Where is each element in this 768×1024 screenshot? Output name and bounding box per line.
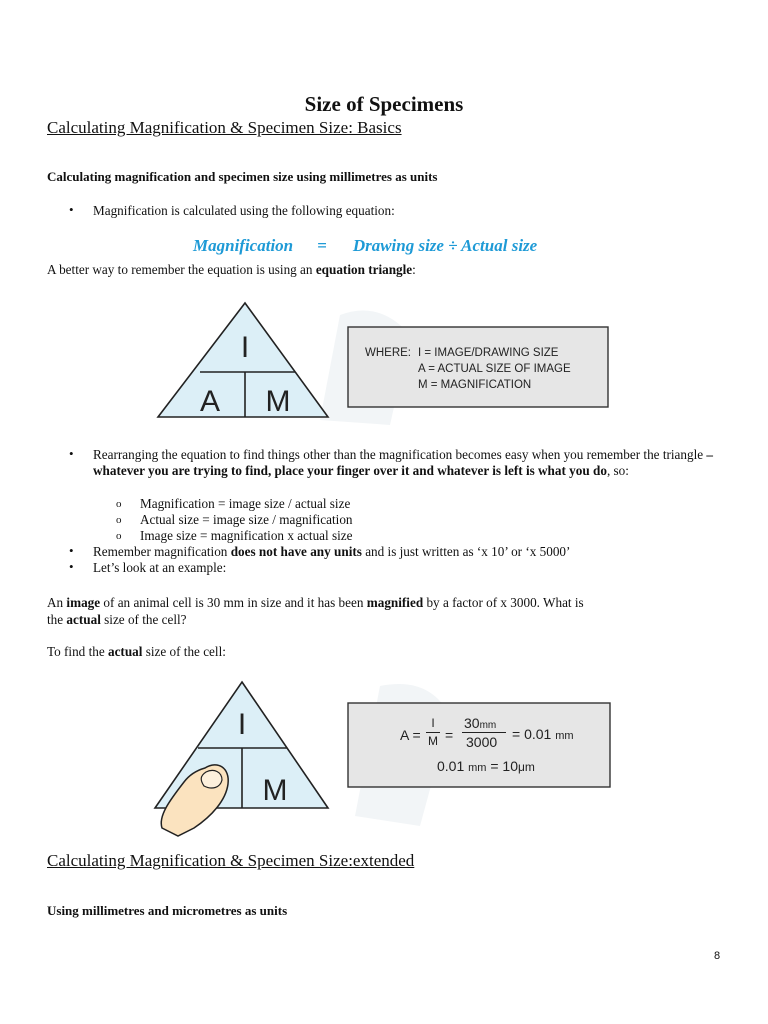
- text-run: , so:: [606, 463, 629, 478]
- fraction-bar: [426, 732, 440, 733]
- bold-run: actual: [107, 644, 143, 659]
- result-unit: mm: [555, 730, 574, 742]
- text-run: An: [47, 595, 67, 610]
- triangle-letter-m: M: [262, 774, 288, 807]
- bullet-equation-intro: [69, 202, 395, 219]
- sub-item-text: Magnification = image size / actual size: [140, 496, 351, 511]
- page-title: Size of Specimens: [304, 92, 464, 116]
- fraction-denominator-m: M: [428, 734, 438, 748]
- text-run: Rearranging the equation to find things other than the magnification becomes easy when you remember the triangle: [93, 447, 707, 462]
- legend-line-actual: A = ACTUAL SIZE OF IMAGE: [418, 363, 571, 375]
- equation-left: Magnification: [193, 236, 294, 255]
- text-run: :: [412, 262, 416, 277]
- page-number: 8: [714, 950, 721, 962]
- result-number: = 0.01: [512, 726, 552, 742]
- text-run: size of the cell?: [100, 612, 187, 627]
- section-heading-basics: Calculating Magnification & Specimen Size: Basics: [47, 118, 402, 137]
- finger-icon: [161, 765, 228, 836]
- bullet-text: Let’s look at an example:: [93, 560, 227, 575]
- find-actual-paragraph: [47, 643, 226, 660]
- triangle-letter-i: I: [237, 708, 247, 741]
- text-run: of an animal cell is 30 mm in size and it has been: [100, 595, 367, 610]
- numerator-value: 30: [464, 715, 480, 731]
- triangle-letter-a: A: [199, 385, 221, 418]
- legend-box-text: [365, 345, 571, 393]
- text-run: by a factor of x 3000. What is: [423, 595, 584, 610]
- text-run: To find the: [47, 644, 108, 659]
- worked-example-diagram: [150, 676, 620, 841]
- bold-run: image: [66, 595, 101, 610]
- bold-run: equation triangle: [315, 262, 413, 277]
- conversion-result: = 10: [490, 758, 518, 774]
- bullet-dot: •: [69, 446, 74, 461]
- triangle-intro: [47, 261, 416, 278]
- fraction-denominator-3000: 3000: [466, 734, 498, 750]
- triangle-letter-i: I: [240, 331, 250, 364]
- text-run: the: [47, 612, 67, 627]
- bullet-units: [69, 543, 571, 560]
- text-run: Remember magnification: [93, 544, 231, 559]
- sub-bullet: o: [116, 514, 122, 526]
- numerator-unit: mm: [479, 720, 497, 731]
- legend-line-image: I = IMAGE/DRAWING SIZE: [418, 347, 559, 359]
- magnification-equation: [193, 236, 537, 256]
- bullet-dot: •: [69, 202, 74, 217]
- example-paragraph: [47, 594, 717, 628]
- bullet-rearranging: [69, 446, 718, 479]
- result-value: [512, 726, 574, 742]
- conversion-result-unit: μm: [518, 760, 535, 774]
- sub-bullet: o: [116, 530, 122, 542]
- subheading-millimetres: Calculating magnification and specimen size using millimetres as units: [47, 169, 438, 184]
- sub-item-magnification: [116, 496, 351, 512]
- text-run: A better way to remember the equation is using an: [47, 262, 316, 277]
- equation-equals: =: [317, 236, 327, 255]
- fraction-numerator-30mm: [464, 715, 496, 731]
- section-heading-extended: Calculating Magnification & Specimen Size:extended: [47, 851, 415, 870]
- bullet-dot: •: [69, 559, 74, 574]
- conversion-line: [437, 758, 535, 774]
- text-run: size of the cell:: [142, 644, 226, 659]
- bold-run: does not have any units: [230, 544, 362, 559]
- sub-item-text: Actual size = image size / magnification: [140, 512, 353, 527]
- conversion-value: 0.01: [437, 758, 465, 774]
- fraction-numerator-i: I: [431, 716, 435, 730]
- equals-sign: =: [445, 727, 454, 743]
- sub-item-image-size: [116, 528, 353, 544]
- bold-run: – whatever you are trying to find, place your finger over it and whatever is left is what you do: [93, 447, 713, 478]
- triangle-letter-m: M: [265, 385, 291, 418]
- sub-bullet: o: [116, 498, 122, 510]
- fraction-bar: [462, 732, 506, 733]
- equation-right: Drawing size ÷ Actual size: [352, 236, 538, 255]
- text-run: and is just written as ‘x 10’ or ‘x 5000’: [361, 544, 571, 559]
- bullet-example: [69, 559, 227, 576]
- sub-item-actual-size: [116, 512, 353, 528]
- bold-run: actual: [66, 612, 101, 627]
- bold-run: magnified: [366, 595, 424, 610]
- sub-item-text: Image size = magnification x actual size: [140, 528, 353, 543]
- bullet-dot: •: [69, 543, 74, 558]
- where-label: WHERE:: [365, 347, 411, 359]
- a-equals: A =: [400, 727, 421, 743]
- bullet-text: Magnification is calculated using the following equation:: [93, 203, 395, 218]
- conversion-unit: mm: [468, 762, 487, 774]
- calculation-text: [400, 715, 574, 774]
- subheading-micrometres: Using millimetres and micrometres as units: [47, 903, 288, 918]
- legend-line-magnification: M = MAGNIFICATION: [418, 379, 532, 391]
